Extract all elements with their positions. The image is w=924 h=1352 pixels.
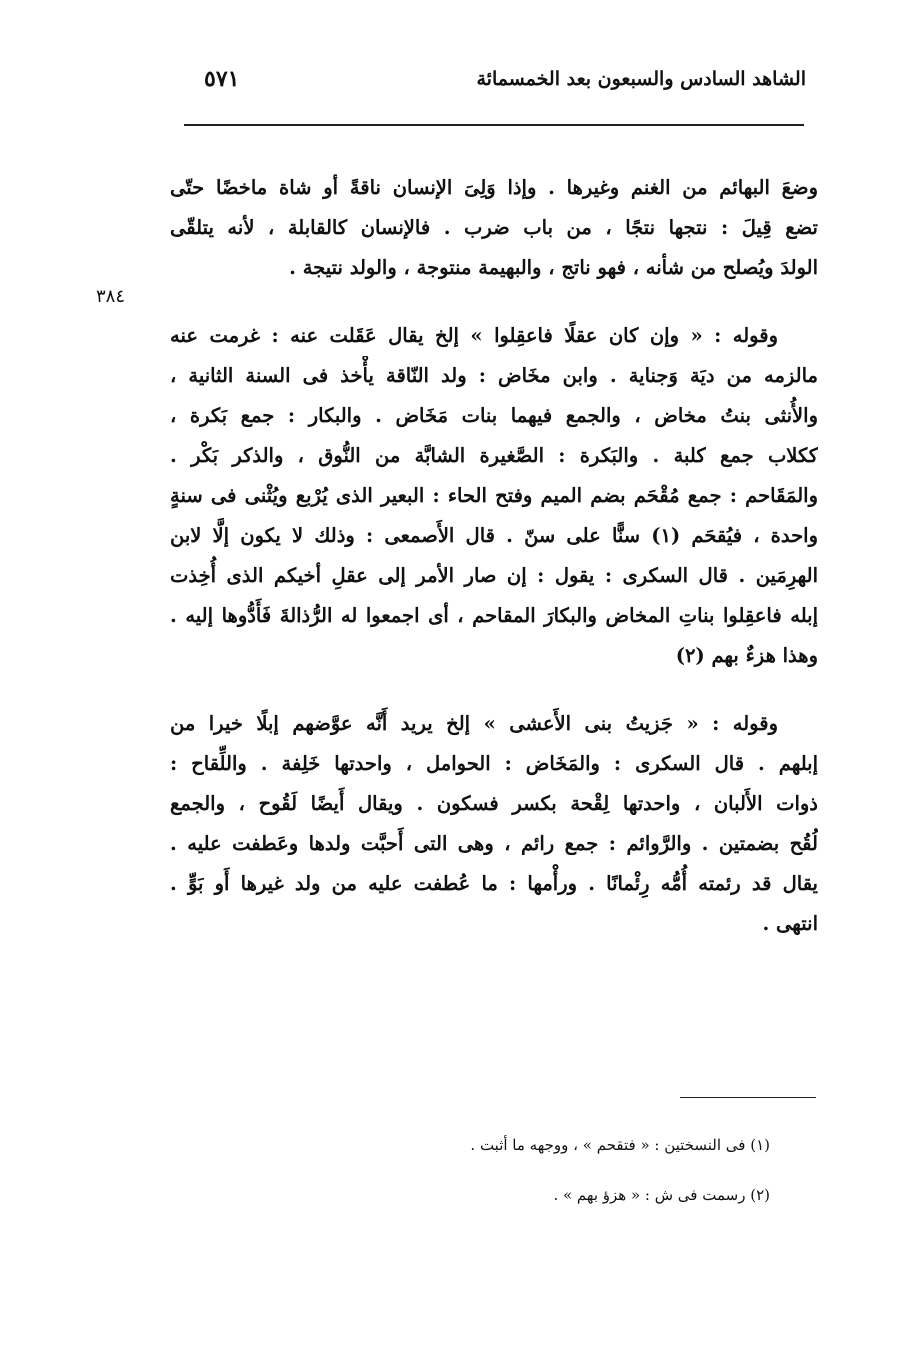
text-line: والمَقَاحم : جمع مُقْحَم بضم الميم وفتح الحاء : البعير الذى يُرْبع ويُثْنى فى سنةٍ — [170, 484, 818, 507]
text-line: وقوله : « وإن كان عقلًا فاعقِلوا » إلخ يقال عَقَلت عنه : غرمت عنه — [170, 324, 778, 347]
text-line: وقوله : « جَزيتُ بنى الأَعشى » إلخ يريد أَنَّه عوَّضهم إبلًا خيرا من — [170, 712, 778, 735]
footnotes — [380, 1136, 770, 1210]
paragraph-1 — [170, 168, 818, 288]
text-line: مالزمه من ديَة وَجناية . وابن مخَاض : ولد النّاقة يأْخذ فى السنة الثانية ، — [170, 364, 818, 387]
text-line: لُقُح بضمتين . والرَّوائم : جمع رائم ، وهى التى أَحبَّت ولدها وعَطفت عليه . — [170, 832, 818, 855]
text-line: ككلاب جمع كلبة . والبَكرة : الصَّغيرة الشابَّة من النُّوق ، والذكر بَكْر . — [170, 444, 818, 467]
text-line: انتهى . — [762, 912, 818, 935]
text-line: والأُنثى بنتُ مخاض ، والجمع فيهما بنات مَخَاض . والبكار : جمع بَكرة ، — [170, 404, 818, 427]
text-line: إبلهم . قال السكرى : والمَخَاض : الحوامل ، واحدتها خَلِفة . واللِّقاح : — [170, 752, 818, 775]
footnote-2: (٢) رسمت فى ش : « هزؤ بهم » . — [553, 1186, 770, 1204]
main-text — [170, 168, 818, 944]
paragraph-2 — [170, 316, 818, 676]
text-line: يقال قد رئمته أُمُّه رِئْمانًا . ورأْمها : ما عُطفت عليه من ولد غيرها أَو بَوٍّ . — [170, 872, 818, 895]
page-number: ٥٧١ — [204, 66, 240, 92]
paragraph-3 — [170, 704, 818, 944]
text-line: الولدَ ويُصلح من شأنه ، فهو ناتج ، والبهيمة منتوجة ، والولد نتيجة . — [289, 256, 818, 279]
text-line: تضع قِيلَ : نتجها نتجًا ، من باب ضرب . فالإنسان كالقابلة ، لأنه يتلقّى — [170, 216, 818, 239]
text-line: وهذا هزءٌ بهم (٢) — [675, 644, 818, 667]
header-rule — [184, 124, 804, 126]
text-line: وضعَ البهائم من الغنم وغيرها . وإذا وَلِىَ الإنسان ناقةً أو شاة ماخضًا حتّى — [170, 176, 818, 199]
text-line: ذوات الأَلبان ، واحدتها لِقْحة بكسر فسكون . ويقال أَيضًا لَقُوح ، والجمع — [170, 792, 818, 815]
margin-page-reference: ٣٨٤ — [96, 286, 126, 307]
text-line: إبله فاعقِلوا بناتِ المخاض والبكارَ المقاحم ، أى اجمعوا له الرُّذالةَ فَأَدُّوها إليه . — [170, 604, 818, 627]
running-title: الشاهد السادس والسبعون بعد الخمسمائة — [476, 68, 806, 90]
text-line: الهرِمَين . قال السكرى : يقول : إن صار الأمر إلى عقلِ أخيكم الذى أُخِذت — [170, 564, 818, 587]
text-line: واحدة ، فيُقحَم (١) سنًّا على سنّ . قال الأَصمعى : وذلك لا يكون إلَّا لابن — [170, 524, 818, 547]
footnote-1: (١) فى النسختين : « فتقحم » ، ووجهه ما أثبت . — [470, 1136, 770, 1154]
footnote-rule — [680, 1097, 816, 1098]
